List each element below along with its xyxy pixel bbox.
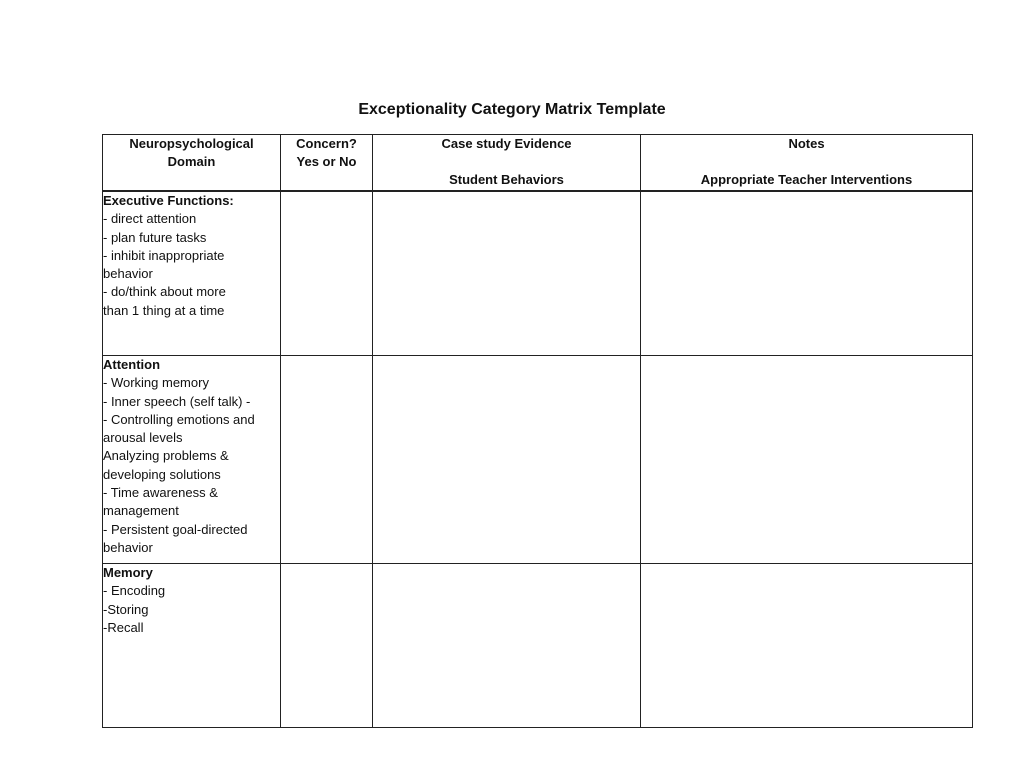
header-concern-line2: Yes or No [296, 154, 357, 169]
evidence-cell[interactable] [373, 564, 641, 728]
domain-heading: Executive Functions: [103, 193, 234, 208]
domain-line: - Time awareness & [103, 485, 218, 501]
domain-line: - do/think about more [103, 284, 226, 300]
header-domain [103, 135, 281, 192]
header-domain-line2: Domain [167, 154, 216, 169]
header-row [103, 135, 973, 192]
domain-line: than 1 thing at a time [103, 302, 225, 318]
domain-cell-executive-functions [103, 191, 281, 356]
evidence-cell[interactable] [373, 191, 641, 356]
domain-line: - Controlling emotions and [103, 411, 255, 427]
domain-line: - direct attention [103, 211, 197, 227]
domain-line: developing solutions [103, 466, 221, 482]
domain-line: - Persistent goal-directed [103, 521, 248, 537]
table-row [103, 356, 973, 564]
header-notes-line1: Notes [788, 136, 825, 151]
concern-cell[interactable] [281, 191, 373, 356]
header-evidence [373, 135, 641, 192]
table-row [103, 564, 973, 728]
domain-line: - Inner speech (self talk) - [103, 393, 251, 409]
header-evidence-line2: Student Behaviors [449, 172, 564, 187]
domain-cell-attention [103, 356, 281, 564]
header-evidence-line1: Case study Evidence [441, 136, 572, 151]
evidence-cell[interactable] [373, 356, 641, 564]
domain-line: behavior [103, 266, 153, 282]
concern-cell[interactable] [281, 564, 373, 728]
domain-heading: Attention [103, 357, 161, 372]
domain-line: management [103, 503, 179, 519]
notes-cell[interactable] [641, 564, 973, 728]
domain-line: - Encoding [103, 583, 166, 599]
concern-cell[interactable] [281, 356, 373, 564]
matrix-table [102, 134, 973, 728]
domain-line: - plan future tasks [103, 229, 207, 245]
domain-line: Analyzing problems & [103, 448, 229, 464]
domain-line: -Storing [103, 601, 149, 617]
domain-line: - Working memory [103, 375, 209, 391]
header-domain-line1: Neuropsychological [129, 136, 254, 151]
domain-line: arousal levels [103, 430, 183, 446]
domain-line: - inhibit inappropriate [103, 247, 225, 263]
notes-cell[interactable] [641, 191, 973, 356]
domain-line: -Recall [103, 619, 144, 635]
domain-cell-memory [103, 564, 281, 728]
domain-line: behavior [103, 539, 153, 555]
domain-heading: Memory [103, 565, 153, 580]
header-concern [281, 135, 373, 192]
header-notes [641, 135, 973, 192]
header-concern-line1: Concern? [296, 136, 357, 151]
notes-cell[interactable] [641, 356, 973, 564]
header-notes-line2: Appropriate Teacher Interventions [700, 172, 913, 187]
table-row [103, 191, 973, 356]
document-title: Exceptionality Category Matrix Template [358, 101, 666, 118]
